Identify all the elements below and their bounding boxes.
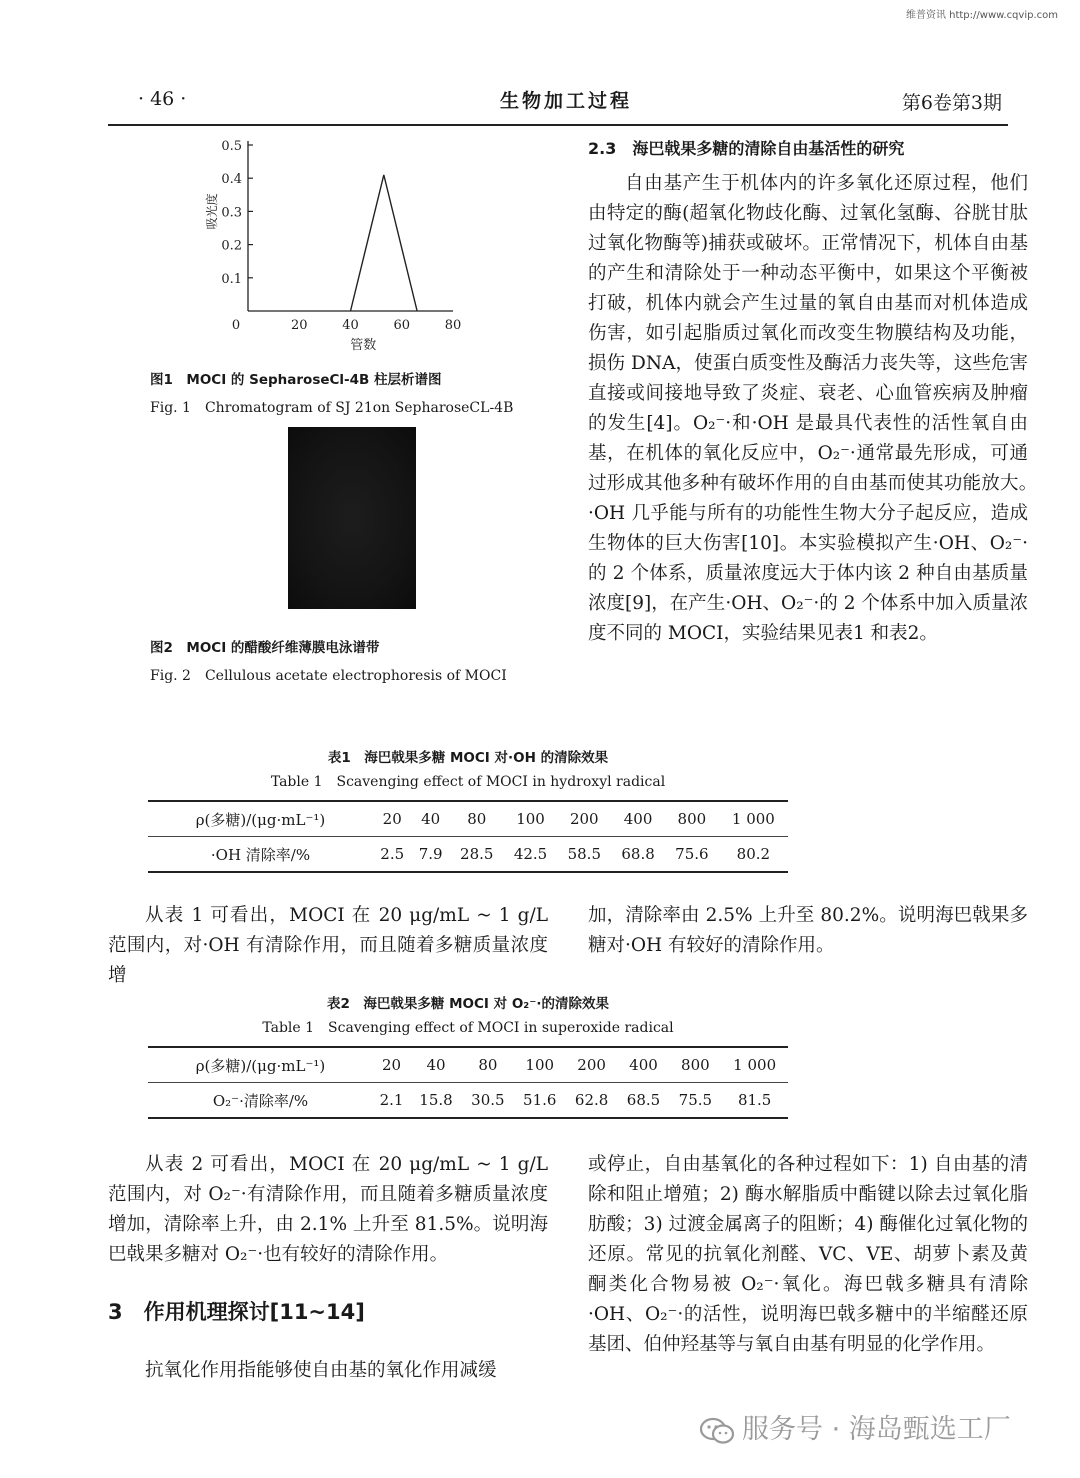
table2-col: 40 — [426, 1056, 446, 1074]
table1-col: 800 — [677, 810, 707, 828]
table1-cell: 7.9 — [411, 837, 449, 872]
table1-data-row — [148, 837, 788, 872]
table2-cell: 30.5 — [462, 1083, 514, 1118]
table2-cell: 75.5 — [669, 1083, 721, 1118]
table1-title-en: Table 1 Scavenging effect of MOCI in hydroxyl radical — [270, 774, 666, 790]
y-tick-label: 0.3 — [221, 205, 242, 221]
figure1-caption — [150, 368, 530, 420]
wechat-icon — [700, 1417, 734, 1445]
figure1-caption-zh: 图1 MOCI 的 SepharoseCl-4B 柱层析谱图 — [150, 372, 442, 388]
table2-col: 400 — [629, 1056, 658, 1074]
table2-col: 20 — [381, 1056, 402, 1074]
section-2-3-paragraph: 自由基产生于机体内的许多氧化还原过程，他们由特定的酶(超氧化物歧化酶、过氧化氢酶、谷胱甘肽过氧化物酶等)捕获或破坏。正常情况下，机体自由基的产生和清除处于一种动态平衡中，如果这个平衡被打破，机体内就会产生过量的氧自由基而对机体造成伤害，如引起脂质过氧化而改变生物膜结构及功能，损伤 DNA，使蛋白质变性及酶活力丧失等，这些危害直接或间接地导致了炎症、衰老、心血管疾病及肿瘤的发生[4]。O₂⁻·和·OH 是最具代表性的活性氧自由基，在机体的氧化反应中，O₂⁻·通常最先形成，可通过形成其他多种有破坏作用的自由基而使其功能放大。·OH 几乎能与所有的功能性生物大分子起反应，造成生物体的巨大伤害[10]。本实验模拟产生·OH、O₂⁻·的 2 个体系，质量浓度远大于体内该 2 种自由基质量浓度[9]，在产生·OH、O₂⁻·的 2 个体系中加入质量浓度不同的 MOCI，实验结果见表1 和表2。 — [588, 173, 1028, 644]
x-axis-label: 管数 — [350, 338, 377, 353]
table1-cell: 2.5 — [373, 837, 411, 872]
table2-grid — [148, 1048, 788, 1117]
table1-cell: 42.5 — [504, 837, 558, 872]
table2-row-label: O₂⁻·清除率/% — [148, 1083, 373, 1118]
x-tick-label: 0 — [231, 318, 241, 333]
table1-title-zh: 表1 海巴戟果多糖 MOCI 对·OH 的清除效果 — [327, 750, 609, 766]
table2-col: 800 — [681, 1056, 710, 1074]
x-tick-label: 60 — [393, 318, 411, 333]
table2-title-en: Table 1 Scavenging effect of MOCI in superoxide radical — [262, 1020, 674, 1036]
table2 — [148, 1046, 788, 1119]
y-tick-label: 0.2 — [221, 238, 242, 254]
section-2-3 — [588, 136, 1028, 649]
journal-title: 生物加工过程 — [500, 90, 633, 112]
issue-info: 第6卷第3期 — [901, 92, 1002, 114]
table1-col: 400 — [623, 810, 653, 828]
para-after-table1-right: 加，清除率由 2.5% 上升至 80.2%。说明海巴戟果多糖对·OH 有较好的清除作用。 — [588, 905, 1028, 956]
table1-header-row — [148, 802, 788, 837]
x-tick-label: 20 — [290, 318, 308, 333]
table1 — [148, 800, 788, 873]
table2-col: 80 — [478, 1056, 498, 1074]
section-3-right-paragraph: 或停止，自由基氧化的各种过程如下：1) 自由基的清除和阻止增殖；2) 酶水解脂质中酯键以除去过氧化脂肪酸；3) 过渡金属离子的阻断；4) 酶催化过氧化物的还原。常见的抗氧化剂醛、VC、VE、胡萝卜素及黄酮类化合物易被 O₂⁻·氧化。海巴戟多糖具有清除·OH、O₂⁻·的活性，说明海巴戟多糖中的半缩醛还原基团、伯仲羟基等与氧自由基有明显的化学作用。 — [588, 1154, 1028, 1355]
table2-cell: 81.5 — [721, 1083, 788, 1118]
table2-cell: 51.6 — [514, 1083, 566, 1118]
para-after-table2: 从表 2 可看出，MOCI 在 20 μg/mL ~ 1 g/L 范围内，对 O₂⁻·有清除作用，而且随着多糖质量浓度增加，清除率上升，由 2.1% 上升至 81.5%。说明海巴戟果多糖对 O₂⁻·也有较好的清除作用。 — [108, 1154, 548, 1265]
section-2-3-title: 2.3 海巴戟果多糖的清除自由基活性的研究 — [588, 139, 905, 158]
section-3-left-paragraph: 抗氧化作用指能够使自由基的氧化作用减缓 — [145, 1360, 497, 1381]
section-3-title: 3 作用机理探讨[11~14] — [108, 1300, 365, 1324]
table2-cell: 15.8 — [410, 1083, 462, 1118]
table2-cell: 68.5 — [618, 1083, 670, 1118]
y-tick-label: 0.1 — [221, 271, 242, 287]
watermark-text: 服务号 · 海岛甄选工厂 — [742, 1414, 1011, 1445]
table2-data-row — [148, 1083, 788, 1118]
table2-cell: 62.8 — [566, 1083, 618, 1118]
table2-cell: 2.1 — [373, 1083, 410, 1118]
para-after-table1-left: 从表 1 可看出，MOCI 在 20 μg/mL ~ 1 g/L 范围内，对·OH 有清除作用，而且随着多糖质量浓度增 — [108, 905, 548, 986]
figure2-caption-zh: 图2 MOCI 的醋酸纤维薄膜电泳谱带 — [150, 640, 380, 656]
table1-cell: 80.2 — [719, 837, 788, 872]
y-tick-label: 0.5 — [221, 139, 242, 154]
figure1-chart — [190, 130, 490, 360]
table1-cell: 58.5 — [557, 837, 611, 872]
table1-col: 80 — [467, 810, 487, 828]
page-number: · 46 · — [138, 88, 187, 110]
figure1-caption-en: Fig. 1 Chromatogram of SJ 21on SepharoseCL-4B — [150, 400, 514, 416]
page-header — [108, 84, 1008, 126]
table1-col: 40 — [421, 810, 441, 828]
x-tick-label: 80 — [444, 318, 462, 333]
x-tick-label: 40 — [342, 318, 359, 333]
table1-col: 200 — [569, 810, 599, 828]
table1-cell: 75.6 — [665, 837, 719, 872]
table1-grid — [148, 802, 788, 871]
wechat-watermark — [700, 1407, 1011, 1446]
data-series-line — [351, 175, 418, 311]
table2-title-zh: 表2 海巴戟果多糖 MOCI 对 O₂⁻·的清除效果 — [327, 996, 609, 1012]
table1-col: 20 — [382, 810, 402, 828]
y-tick-label: 0.4 — [221, 172, 242, 188]
table2-col: 200 — [577, 1056, 606, 1074]
table1-header-label: ρ(多糖)/(μg·mL⁻¹) — [195, 810, 326, 829]
table2-title — [148, 992, 788, 1040]
table1-title — [148, 746, 788, 794]
table2-header-row — [148, 1048, 788, 1083]
electrophoresis-gel-image — [288, 427, 416, 609]
table1-col: 100 — [516, 810, 545, 828]
figure2-caption — [150, 636, 530, 688]
y-axis-label: 吸光度 — [205, 193, 219, 230]
table2-header-label: ρ(多糖)/(μg·mL⁻¹) — [195, 1056, 326, 1075]
table2-col: 100 — [525, 1056, 555, 1074]
figure2-caption-en: Fig. 2 Cellulous acetate electrophoresis of MOCI — [150, 668, 507, 684]
table2-col: 1 000 — [733, 1056, 777, 1074]
table1-col: 1 000 — [731, 810, 775, 828]
source-watermark: 维普资讯 http://www.cqvip.com — [905, 10, 1058, 21]
table1-cell: 68.8 — [611, 837, 665, 872]
table1-row-label: ·OH 清除率/% — [148, 837, 373, 872]
table1-cell: 28.5 — [450, 837, 504, 872]
chart-plot-area — [204, 139, 461, 353]
